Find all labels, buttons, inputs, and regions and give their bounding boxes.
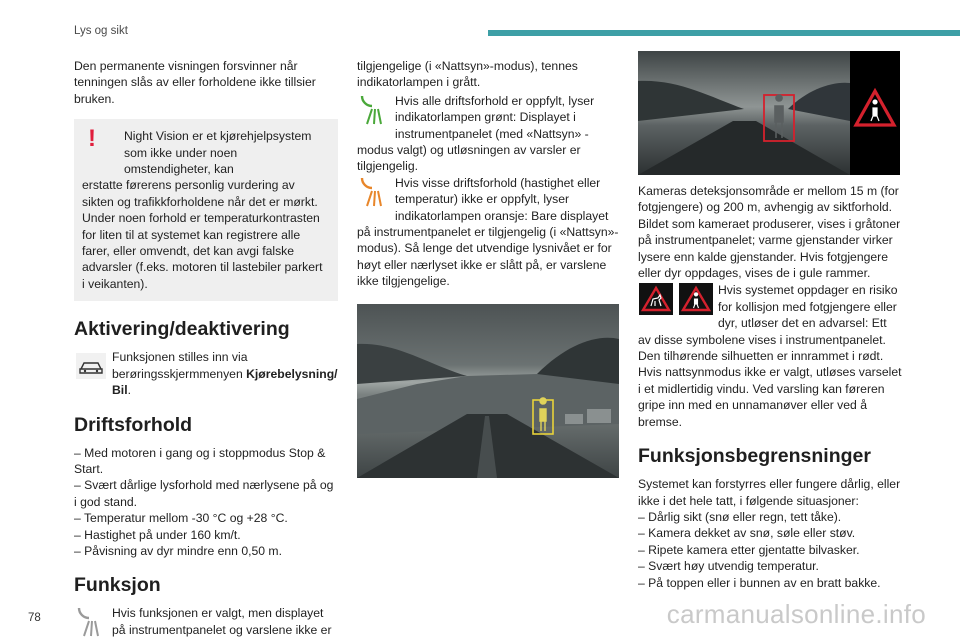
night-vision-grey-indicator-icon	[74, 605, 108, 639]
orange-indicator-block	[357, 175, 619, 290]
heading-function: Funksjon	[74, 574, 161, 597]
night-vision-pedestrian-alert-image	[638, 51, 900, 175]
condition-item: – Påvisning av dyr mindre enn 0,50 m.	[74, 543, 282, 558]
page-number: 78	[28, 612, 41, 624]
car-lighting-menu-icon	[74, 349, 108, 383]
condition-item: – Hastighet på under 160 km/t.	[74, 527, 241, 542]
night-vision-green-indicator-icon	[357, 93, 391, 127]
activation-text: Funksjonen stilles inn via berøringsskjermmenyen Kjørebelysning/ Bil.	[112, 350, 338, 398]
heading-activation: Aktivering/deaktivering	[74, 318, 290, 341]
condition-item: – Svært dårlige lysforhold med nærlysene på og i god stand.	[74, 478, 334, 509]
green-indicator-text: Hvis alle driftsforhold er oppfylt, lyser indikatorlampen grønt: Displayet i instrumentpanelet (med «Nattsyn» -modus valgt) og utløsningen av varsler er tilgjengelig.	[357, 93, 595, 174]
condition-item: – Temperatur mellom -30 °C og +28 °C.	[74, 511, 288, 526]
green-indicator-block	[357, 93, 619, 175]
orange-indicator-text: Hvis visse driftsforhold (hastighet eller temperatur) ikke er oppfylt, lyser indikatorlampen oransje: Bare displayet på instrumentpanelet er tilgjengelig (i «Nattsyn»-modus). Så lenge det utvendige lysnivået er for høyt eller nærlyset ikke er slått på, er varslene ikke tilgjengelige.	[357, 175, 619, 289]
night-vision-orange-indicator-icon	[357, 175, 391, 209]
heading-limitations: Funksjonsbegrensninger	[638, 445, 871, 468]
warning-text-rest: erstatte førerens personlig vurdering av sikten og trafikkforholdene når det er mørkt. Under noen forhold er temperaturkontrasten for liten til at systemet kan registrere alle farer, eller omvendt, det kan avgi falske advarsler (f.eks. motoren til lastebiler parkert i veikanten).	[82, 178, 323, 291]
function-continued: tilgjengelige (i «Nattsyn»-modus), tennes indikatorlampen i grått.	[357, 59, 578, 90]
heading-conditions: Driftsforhold	[74, 413, 193, 436]
limitation-item: – Ripete kamera etter gjentatte bilvasker.	[638, 542, 860, 557]
night-vision-road-image	[357, 304, 619, 478]
limitation-item: – Kamera dekket av snø, søle eller støv.	[638, 526, 856, 541]
limitation-item: – På toppen eller i bunnen av en bratt bakke.	[638, 575, 881, 590]
risk-alert-text: Hvis systemet oppdager en risiko for kollisjon med fotgjengere eller dyr, utløser det en advarsel: Ett av disse symbolene vises i instrumentpanelet. Den tilhørende silhuetten er innrammet i rødt. Hvis nattsynmodus ikke er valgt, utløses varselet i et midlertidig vindu. Ved varsling kan føreren gripe inn med en unnamanøver eller ved å bremse.	[638, 283, 902, 429]
condition-item: – Med motoren i gang og i stoppmodus Stop & Start.	[74, 445, 326, 476]
function-text: Hvis funksjonen er valgt, men displayet på instrumentpanelet og varslene ikke er	[112, 606, 332, 637]
watermark: carmanualsonline.info	[666, 599, 926, 629]
header-accent-bar	[488, 30, 960, 36]
column-2	[357, 58, 619, 478]
limitations-list	[638, 509, 902, 591]
conditions-list	[74, 445, 338, 560]
limitation-item: – Dårlig sikt (snø eller regn, tett tåke).	[638, 509, 842, 524]
activation-block	[74, 349, 338, 398]
detection-range-text: Kameras deteksjonsområde er mellom 15 m (for fotgjengere) og 200 m, avhengig av siktforhold. Bildet som kameraet produserer, vises i gråtoner på instrumentpanelet; varme gjenstander virker lysere enn kalde gjenstander. Hvis fotgjengere eller dyr oppdages, vises de i gule rammer.	[638, 184, 901, 281]
function-block	[74, 605, 338, 639]
risk-alert-block	[638, 282, 902, 430]
warning-exclamation-icon: !	[88, 125, 96, 153]
intro-paragraph: Den permanente visningen forsvinner når tenningen slås av eller forholdene ikke tillsier bruken.	[74, 59, 316, 106]
activation-menu-path: Kjørebelysning/ Bil	[112, 366, 338, 398]
column-1	[74, 58, 338, 639]
animal-warning-icon	[638, 282, 674, 316]
limitation-item: – Svært høy utvendig temperatur.	[638, 559, 819, 574]
warning-box	[74, 119, 338, 301]
column-3	[638, 58, 902, 591]
pedestrian-warning-icon	[678, 282, 714, 316]
limitations-intro: Systemet kan forstyrres eller fungere dårlig, eller ikke i det hele tatt, i følgende situasjoner:	[638, 477, 901, 508]
running-header: Lys og sikt	[74, 25, 128, 37]
warning-text-first: Night Vision er et kjørehjelpsystem som ikke under noen omstendigheter, kan	[124, 129, 312, 177]
